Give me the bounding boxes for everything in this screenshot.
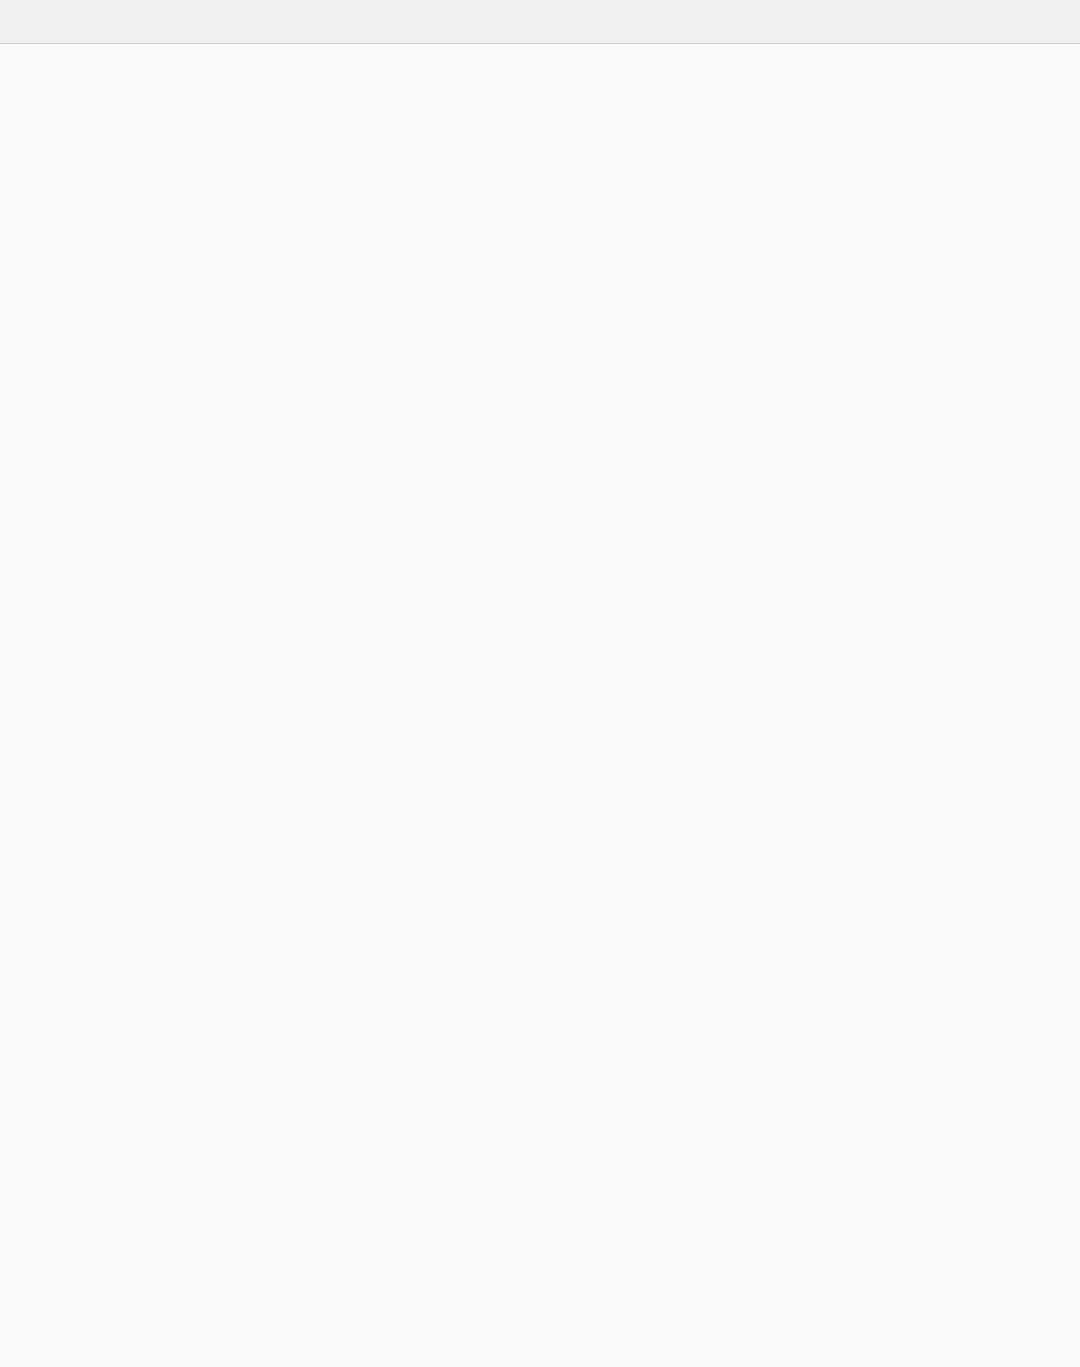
main-content <box>0 44 1080 1367</box>
title-bar <box>0 0 1080 44</box>
